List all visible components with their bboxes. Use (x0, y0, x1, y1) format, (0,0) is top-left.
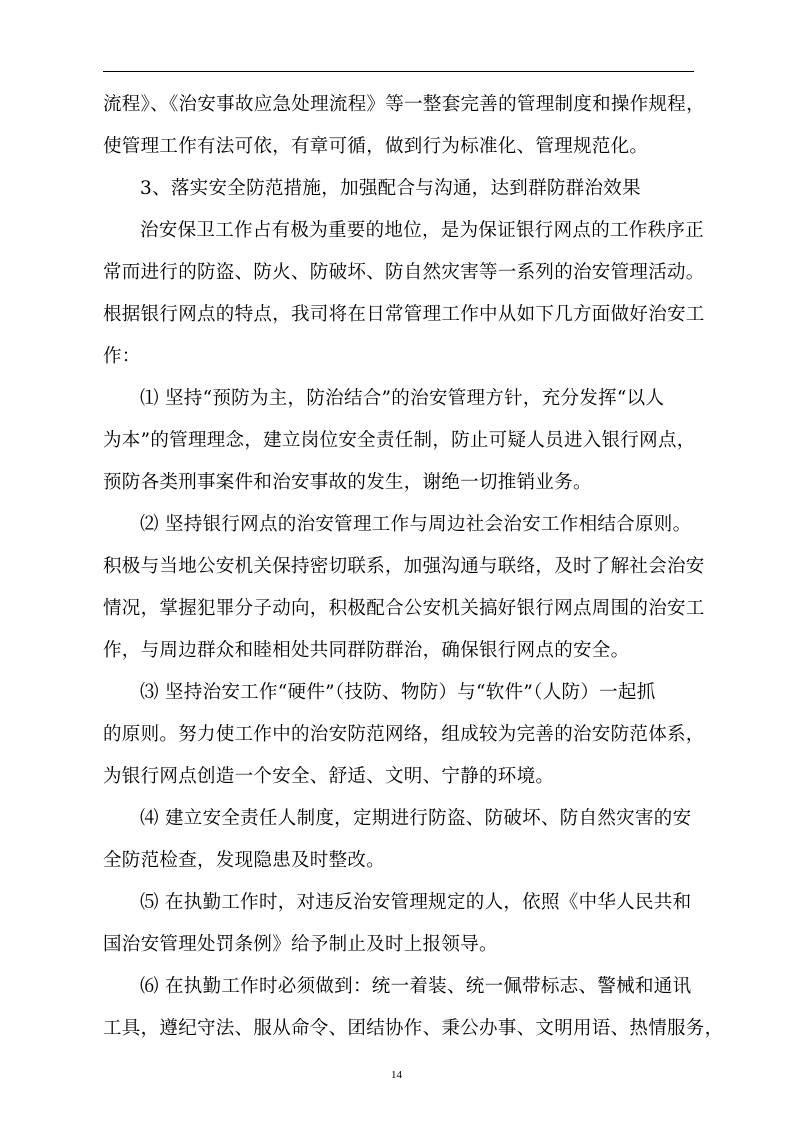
list-item-4: ⑷ 建立安全责任人制度，定期进行防盗、防破坏、防自然灾害的安 (140, 808, 692, 829)
list-item-3: ⑶ 坚持治安工作“硬件”（技防、物防）与“软件”（人防）一起抓 (140, 682, 656, 703)
list-item-5: ⑸ 在执勤工作时，对违反治安管理规定的人，依照《中华人民共和 (140, 892, 692, 913)
text-line: 常而进行的防盗、防火、防破坏、防自然灾害等一系列的治安管理活动。 (103, 262, 705, 283)
page-number: 14 (391, 1069, 402, 1081)
header-rule (103, 71, 694, 72)
text-line: 预防各类刑事案件和治安事故的发生，谢绝一切推销业务。 (103, 472, 592, 493)
text-line: 的原则。努力使工作中的治安防范网络，组成较为完善的治安防范体系， (103, 724, 705, 745)
section-heading: 3、落实安全防范措施，加强配合与沟通，达到群防群治效果 (140, 178, 641, 199)
text-line: 积极与当地公安机关保持密切联系，加强沟通与联络，及时了解社会治安 (103, 556, 705, 577)
text-line: 国治安管理处罚条例》给予制止及时上报领导。 (103, 934, 498, 955)
list-item-2: ⑵ 坚持银行网点的治安管理工作与周边社会治安工作相结合原则。 (140, 514, 692, 535)
text-line: 工具，遵纪守法、服从命令、团结协作、秉公办事、文明用语、热情服务， (103, 1018, 724, 1039)
text-line: 治安保卫工作占有极为重要的地位，是为保证银行网点的工作秩序正 (140, 220, 705, 241)
text-line: 为银行网点创造一个安全、舒适、文明、宁静的环境。 (103, 766, 555, 787)
text-line: 为本”的管理理念，建立岗位安全责任制，防止可疑人员进入银行网点， (103, 430, 696, 451)
text-line: 根据银行网点的特点，我司将在日常管理工作中从如下几方面做好治安工 (103, 304, 705, 325)
list-item-6: ⑹ 在执勤工作时必须做到：统一着装、统一佩带标志、警械和通讯 (140, 976, 692, 997)
text-line: 全防范检查，发现隐患及时整改。 (103, 850, 386, 871)
body-text (103, 84, 724, 1050)
list-item-1: ⑴ 坚持“预防为主，防治结合”的治安管理方针，充分发挥“以人 (140, 388, 665, 409)
text-line: 流程》、《治安事故应急处理流程》等一整套完善的管理制度和操作规程， (103, 94, 705, 115)
text-line: 作： (103, 346, 141, 367)
text-line: 情况，掌握犯罪分子动向，积极配合公安机关搞好银行网点周围的治安工 (103, 598, 705, 619)
text-line: 使管理工作有法可依，有章可循，做到行为标准化、管理规范化。 (103, 136, 649, 157)
text-line: 作，与周边群众和睦相处共同群防群治，确保银行网点的安全。 (103, 640, 630, 661)
